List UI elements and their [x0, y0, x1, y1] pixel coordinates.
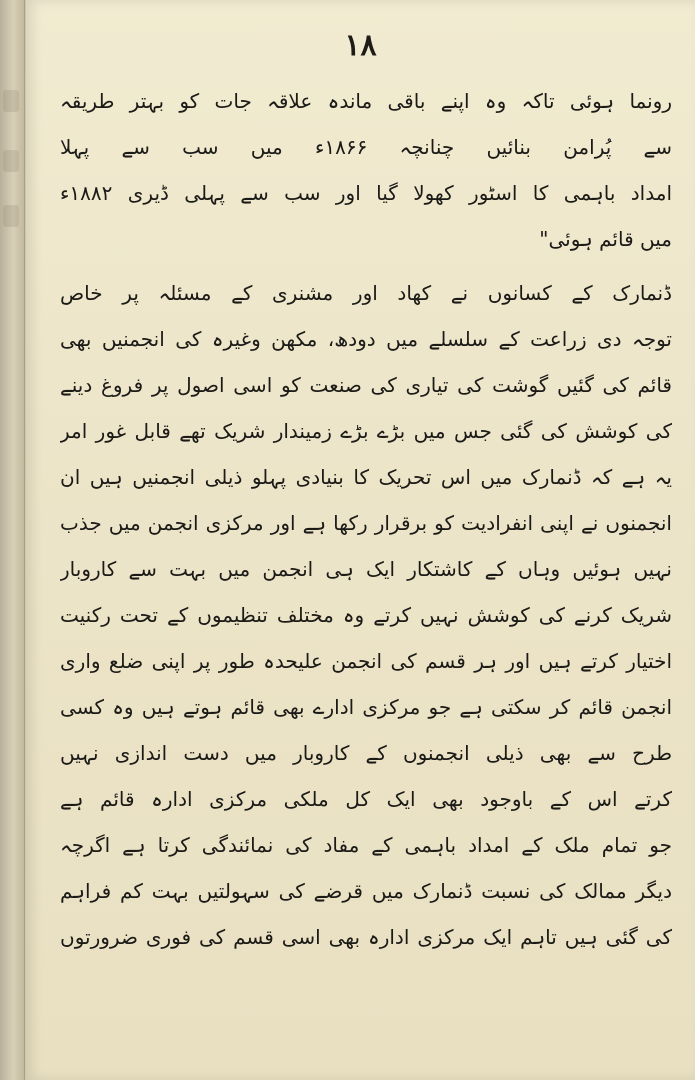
text-line: انجمنوں نے اپنی انفرادیت کو برقرار رکھا ہے اور مرکزی انجمن میں جذب	[60, 511, 672, 535]
page	[26, 0, 695, 1080]
text-line: دیگر ممالک کی نسبت ڈنمارک میں قرضے کی سہولتیں بہت کم فراہم	[60, 879, 672, 903]
bleed-mark	[3, 150, 19, 172]
text-line: کی کوشش کی گئی جس میں بڑے بڑے زمیندار شریک تھے قابل غور امر	[60, 419, 672, 443]
text-line: کرتے اس کے باوجود بھی ایک کل ملکی مرکزی ادارہ قائم ہے	[60, 787, 672, 811]
text-line: شریک کرنے کی کوشش نہیں کرتے وہ مختلف تنظیموں کے تحت رکنیت	[60, 603, 672, 627]
text-line: قائم کی گئیں گوشت کی تیاری کی صنعت کو اسی اصول پر فروغ دینے	[60, 373, 672, 397]
bleed-mark	[3, 90, 19, 112]
text-line: طرح سے بھی ذیلی انجمنوں کے کاروبار میں دست اندازی نہیں	[60, 741, 672, 765]
text-line: اختیار کرتے ہیں اور ہر قسم کی انجمن علیحدہ طور پر اپنی ضلع واری	[60, 649, 672, 673]
text-line: توجہ دی زراعت کے سلسلے میں دودھ، مکھن وغیرہ کی انجمنیں بھی	[60, 327, 672, 351]
previous-page-edge	[0, 0, 25, 1080]
text-line: میں قائم ہوئی"	[539, 227, 672, 251]
text-line: جو تمام ملک کے امداد باہمی کے مفاد کی نمائندگی کرتا ہے اگرچہ	[60, 833, 672, 857]
text-line: کی گئی ہیں تاہم ایک مرکزی ادارہ بھی اسی قسم کی فوری ضرورتوں	[60, 925, 672, 949]
urdu-text-body	[60, 78, 672, 960]
text-line: امداد باہمی کا اسٹور کھولا گیا اور سب سے پہلی ڈیری ۱۸۸۲ء	[60, 181, 672, 205]
text-line: سے پُرامن بنائیں چنانچہ ۱۸۶۶ء میں سب سے پہلا	[60, 135, 672, 159]
page-number: ۱۸	[344, 28, 377, 63]
text-line: نہیں ہوئیں وہاں کے کاشتکار ایک ہی انجمن میں بہت سے کاروبار	[60, 557, 672, 581]
text-line: انجمن قائم کر سکتی ہے جو مرکزی ادارے بھی قائم ہوتے ہیں وہ کسی	[60, 695, 672, 719]
text-line: رونما ہوئی تاکہ وہ اپنے باقی ماندہ علاقہ جات کو بہتر طریقہ	[60, 89, 672, 113]
text-line: یہ ہے کہ ڈنمارک میں اس تحریک کا بنیادی پہلو ذیلی انجمنیں ہیں ان	[60, 465, 672, 489]
text-line: ڈنمارک کے کسانوں نے کھاد اور مشنری کے مسئلہ پر خاص	[60, 281, 672, 305]
bleed-mark	[3, 205, 19, 227]
